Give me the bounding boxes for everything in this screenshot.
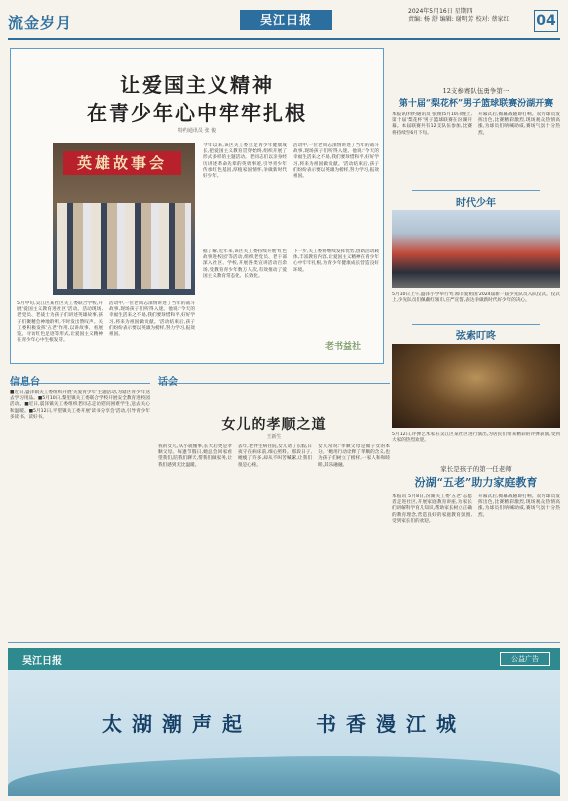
article-col-4: 据了解,近年来,该区关工委持续开展'红色故事进校园'等活动,组织老党员、老干部深入社区、学校,开展各类宣讲活动百余场,受教育青少年数万人次,有效推动了爱国主义教育常态化、长效化。	[203, 249, 287, 279]
article-col-2: 今年以来,该区关工委立足青少年健康成长,把爱国主义教育贯穿始终,组织开展了形式多样的主题活动。老同志们以亲身经历讲述革命先辈的英勇事迹,引导青少年传承红色基因,厚植家国情怀,争做新时代好少年。	[203, 143, 287, 180]
editor-text: 责编: 杨 舒 编辑: 谢明芳 校对: 蔡家红	[408, 16, 510, 23]
family-edu-tag: 家长是孩子的第一任老师	[440, 465, 512, 473]
landscape-hills	[8, 756, 560, 796]
sports-title: 第十届“梨花杯”男子篮球联赛汾湖开赛	[398, 99, 554, 109]
talk-section-label: 话会	[158, 377, 178, 388]
talk-col-3: 女儿常说:'孝顺父母是做子女的本分。'她用行动诠释了孝顺的含义,也为孩子们树立了榜样,一家人和和睦睦,其乐融融。	[318, 444, 390, 468]
page-number: 04	[534, 10, 558, 32]
sports-body-2: 开幕式后,揭幕战随即打响。双方球员发挥出色,比赛精彩激烈,现场观众热情高涨,为球员们呐喊助威,赛场气氛十分热烈。	[478, 112, 560, 136]
sports-body-1: 本报讯(特约通讯员 张俊)5月10日晚上,第十届'梨花杯'男子篮球联赛在汾湖开幕。本届联赛共有12支队伍参加,比赛将持续至6月下旬。	[392, 112, 472, 136]
article-col-5: 下一步,关工委将继续发挥优势,创新活动载体,丰富教育内容,让爱国主义精神在青少年心中牢牢扎根,为青少年健康成长营造良好环境。	[293, 249, 379, 273]
children-crowd	[57, 203, 191, 289]
ad-brand: 吴江日报	[22, 656, 62, 667]
main-article	[10, 48, 384, 364]
youth-caption: 5月10日上午,盛泽小学举行'红领巾爱祖国'2024届新一届少先队员入队仪式。仪式上,少先队员们佩戴红领巾,庄严宣誓,表达争做新时代好少年的决心。	[392, 292, 560, 304]
hero-story-banner: 英雄故事会	[63, 151, 181, 175]
talk-section-header	[158, 370, 390, 388]
event-photo	[53, 143, 195, 295]
article-col-1b: 活动中,一位老同志深情讲述了当年的战斗故事,现场孩子们听得入迷。他说:'今天的幸福生活来之不易,我们要珍惜和平,好好学习,将来为祖国做贡献。'活动结束后,孩子们纷纷表示要以英雄为榜样,努力学习,报效祖国。	[109, 301, 195, 338]
ad-label: 公益广告	[500, 652, 550, 666]
bottom-divider	[8, 642, 560, 643]
pingtan-performance-photo	[392, 344, 560, 428]
article-col-3: 活动中,一位老同志深情讲述了当年的战斗故事,现场孩子们听得入迷。他说:'今天的幸福生活来之不易,我们要珍惜和平,好好学习,将来为祖国做贡献。'活动结束后,孩子们纷纷表示要以英雄为榜样,努力学习,报效祖国。	[293, 143, 379, 180]
byline: 特约通讯员 张 俊	[177, 128, 217, 134]
ad-top-bar	[8, 648, 560, 670]
talk-col-2: 去年,老伴生病住院,女儿请了长假,日夜守在病床前,细心照料。那段日子,她瘦了许多,却从不叫苦喊累,让我们很是心疼。	[238, 444, 312, 468]
column-watermark: 老书益社	[325, 342, 362, 352]
family-edu-body-2: 开幕式后,揭幕战随即打响。双方球员发挥出色,比赛精彩激烈,现场观众热情高涨,为球员们呐喊助威,赛场气氛十分热烈。	[478, 494, 560, 518]
public-service-ad	[8, 648, 560, 796]
headline-line2: 在青少年心中牢牢扎根	[87, 101, 307, 125]
date-line	[408, 8, 526, 24]
section-divider	[412, 324, 540, 325]
newspaper-logo: 吴江日报	[240, 10, 332, 30]
info-body: ■近日,盛泽镇关工委组织开展'关爱青少年'主题活动,为辖区青少年送去学习用品。■5月10日,黎里镇关工委联合学校开展安全教育进校园活动。■近日,震泽镇关工委组织老同志走访慰问困难学生,送去关心和温暖。■5月12日,平望镇关工委开展'读书分享会'活动,引导青少年多读书、读好书。	[10, 390, 150, 420]
headline-line1: 让爱国主义精神	[120, 73, 274, 97]
section-name: 流金岁月	[8, 14, 73, 32]
page-header	[8, 6, 560, 40]
info-section-label: 信息台	[10, 377, 40, 388]
info-section-header	[10, 370, 150, 388]
pingtan-caption: 5月12日,评弹艺术家在吴江区某社区进行演出,为居民们带来精彩的评弹表演,受到大家的热烈欢迎。	[392, 432, 560, 444]
talk-article-author: 王新生	[266, 434, 282, 440]
youth-ceremony-photo	[392, 210, 560, 288]
article-col-1: 5月中旬,吴江区某社区关工委联合学校,开展'爱国主义教育进社区'活动。活动现场,老党员、老战士为孩子们讲述英雄故事,孩子们聚精会神地聆听,不时发出赞叹声。关工委积极发挥'五老'作用,以讲故事、看展览、寻访红色足迹等形式,让爱国主义精神在青少年心中生根发芽。	[17, 301, 103, 344]
section-title-pingtan: 弦索叮咚	[456, 331, 496, 342]
sports-subtitle: 12支参赛队伍勇争第一	[442, 87, 510, 95]
slogan-part-2: 书香漫江城	[315, 712, 466, 736]
slogan-part-1: 太湖潮声起	[102, 712, 253, 736]
section-title-youth: 时代少年	[456, 198, 496, 209]
talk-article-title: 女儿的孝顺之道	[221, 417, 327, 433]
section-divider	[412, 190, 540, 191]
date-text: 2024年5月16日 星期四	[408, 8, 473, 15]
ad-slogan	[8, 708, 560, 737]
family-edu-body-1: 本报讯 5月8日,汾湖关工委'五老'志愿者走进社区,开展家庭教育讲座,为家长们讲解科学育儿知识,帮助家长树立正确的教育理念,营造良好的家庭教育氛围,受到家长们的欢迎。	[392, 494, 472, 524]
talk-col-1: 我的女儿,从小就懂事,长大后更是孝顺父母。每逢节假日,她总会回家看望我们,陪我们聊天,帮我们做家务,让我们感到无比温暖。	[158, 444, 232, 468]
family-edu-title: 汾湖“五老”助力家庭教育	[414, 476, 538, 489]
